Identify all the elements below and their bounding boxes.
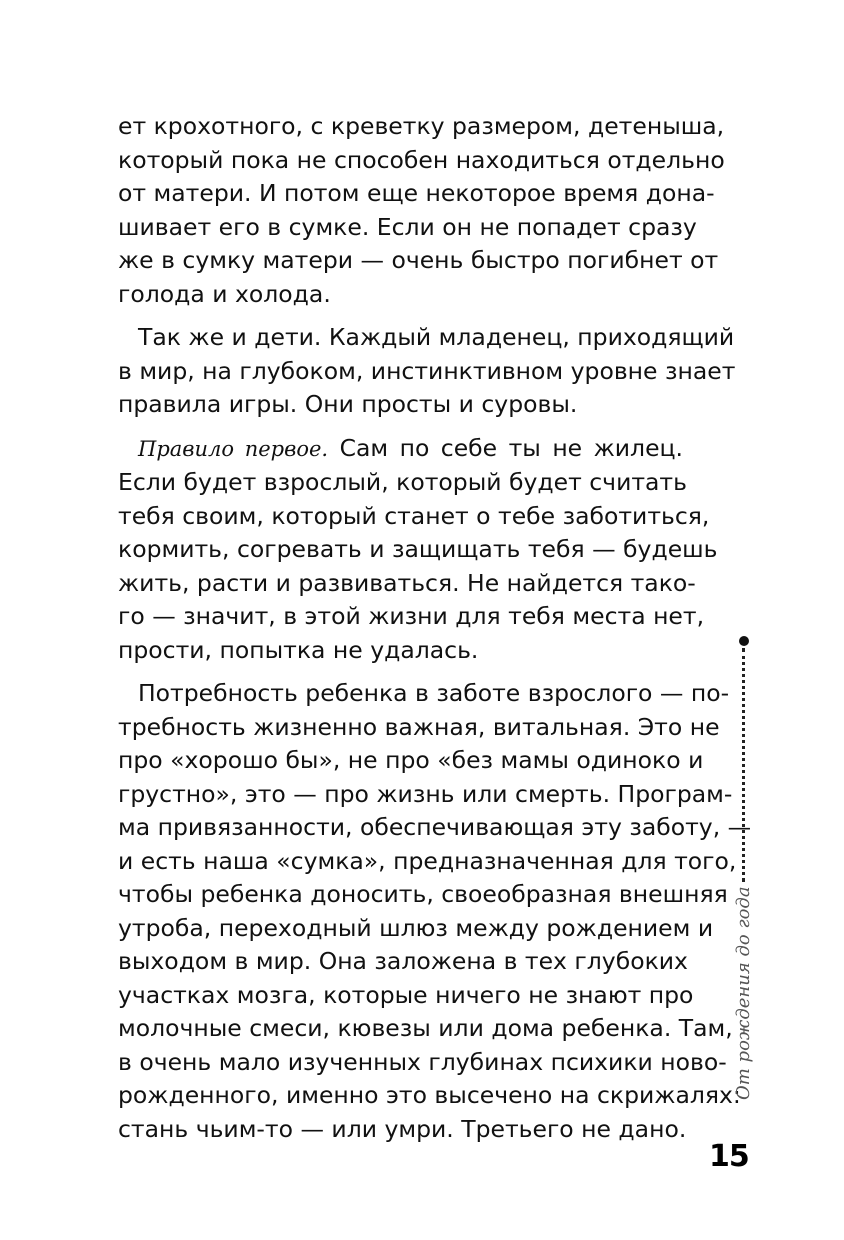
text-line: в мир, на глубоком, инстинктивном уровне знает [118,356,736,385]
rule-heading: Правило первое. [138,436,329,461]
paragraph-3 [118,432,718,668]
text-line: утроба, переходный шлюз между рождением и [118,913,714,942]
text-line: требность жизненно важная, витальная. Это не [118,712,720,741]
text-line: ет крохотного, с креветку размером, детеныша, [118,112,725,140]
text-line: грустно», это — про жизнь или смерть. Програм- [118,779,733,808]
text-line-first [118,432,683,467]
text-line: правила игры. Они просты и суровы. [118,390,578,418]
text-line: го — значит, в этой жизни для тебя места нет, [118,602,705,630]
text-line: Так же и дети. Каждый младенец, приходящий [138,323,735,351]
text-line-rest: Сам по себе ты не жилец. [339,433,684,462]
rule-end-dot-icon [739,636,749,646]
text-line: тебя своим, который станет о тебе заботиться, [118,501,710,530]
text-line: стань чьим-то — или умри. Третьего не дано. [118,1114,687,1143]
page-number: 15 [709,1139,749,1174]
text-line: Если будет взрослый, который будет считать [118,468,687,496]
running-head [733,636,754,1100]
text-line: молочные смеси, кювезы или дома ребенка. Там, [118,1014,733,1042]
running-head-title: От рождения до года [733,886,754,1100]
paragraph-1 [118,110,725,311]
text-line: про «хорошо бы», не про «без мамы одиноко и [118,746,704,774]
text-line: чтобы ребенка доносить, своеобразная внешняя [118,880,728,908]
text-line: прости, попытка не удалась. [118,635,479,664]
text-line: кормить, согревать и защищать тебя — будешь [118,535,718,563]
dotted-rule [742,648,745,882]
text-line: участках мозга, которые ничего не знают про [118,980,694,1009]
text-line: от матери. И потом еще некоторое время дона- [118,179,715,207]
text-line: который пока не способен находиться отдельно [118,145,725,174]
paragraph-2 [118,321,736,422]
text-line: Потребность ребенка в заботе взрослого — по- [138,679,730,707]
text-line: ма привязанности, обеспечивающая эту заботу, — [118,813,752,841]
text-line: жить, расти и развиваться. Не найдется тако- [118,568,696,597]
text-line: и есть наша «сумка», предназначенная для того, [118,846,737,875]
text-line: выходом в мир. Она заложена в тех глубоких [118,947,688,975]
text-line: шивает его в сумке. Если он не попадет сразу [118,212,697,241]
text-line: же в сумку матери — очень быстро погибнет от [118,246,719,274]
text-line: в очень мало изученных глубинах психики ново- [118,1047,727,1076]
text-line: рожденного, именно это высечено на скрижалях: [118,1081,741,1109]
text-line: голода и холода. [118,279,331,308]
